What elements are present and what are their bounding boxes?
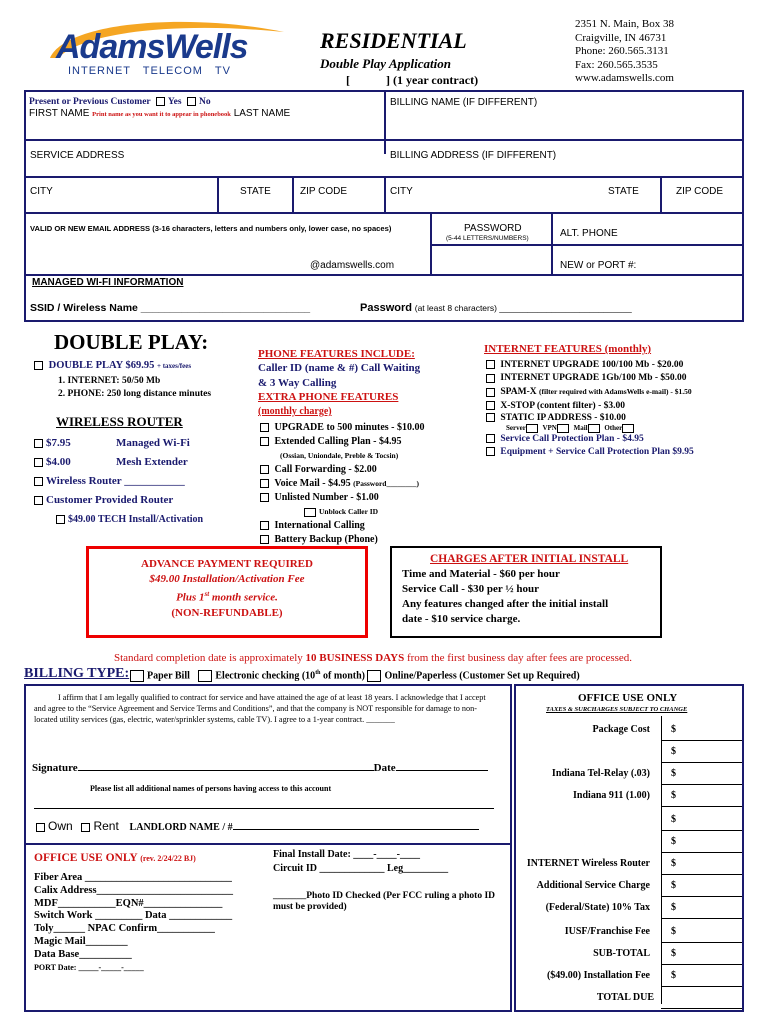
office-field[interactable]: Switch Work _________ Data ____________ xyxy=(34,910,233,922)
photo-id-checked[interactable]: _______Photo ID Checked (Per FCC ruling a photo ID must be provided) xyxy=(273,891,496,912)
city-field[interactable]: CITY xyxy=(30,186,53,197)
affirmation-box xyxy=(24,684,512,1012)
phone-option-label: Extended Calling Plan - $4.95 xyxy=(274,436,402,447)
office-row-label: TOTAL DUE xyxy=(596,992,654,1003)
office-row-line xyxy=(661,784,742,785)
checkbox[interactable] xyxy=(260,521,269,530)
page-subtitle: Double Play Application xyxy=(320,56,451,71)
wireless-router-title: WIRELESS ROUTER xyxy=(56,414,183,429)
unblock-label: Unblock Caller ID xyxy=(319,507,379,516)
email-field[interactable]: VALID OR NEW EMAIL ADDRESS (3-16 characters, letters and numbers only, lower case, no spaces) xyxy=(30,224,392,233)
address-line: Fax: 260.565.3535 xyxy=(575,58,658,71)
wifi-password-note: (at least 8 characters) ____________________________ xyxy=(414,303,632,313)
extra-features-list xyxy=(260,421,425,547)
signature-line[interactable] xyxy=(32,762,488,774)
double-play-plan-label: DOUBLE PLAY $69.95 xyxy=(48,360,155,371)
electronic-sup: th xyxy=(315,670,321,676)
office-row-line xyxy=(661,918,742,919)
office-row-dollar[interactable]: $ xyxy=(671,790,676,801)
internet-option[interactable] xyxy=(486,400,694,413)
electronic-end: of month) xyxy=(320,670,365,682)
office-fields xyxy=(34,872,233,974)
office-row-dollar[interactable]: $ xyxy=(671,768,676,779)
logo-brand: AdamsWells xyxy=(56,28,248,66)
phone-option[interactable] xyxy=(260,463,425,477)
print-note: Print name as you want it to appear in phonebook xyxy=(92,111,231,118)
checkbox[interactable] xyxy=(486,388,495,397)
internet-option-label: X-STOP (content filter) - $3.00 xyxy=(500,400,625,411)
vm-note: (Password________) xyxy=(353,479,419,488)
office-row-label: Indiana 911 (1.00) xyxy=(573,790,650,801)
checkbox[interactable] xyxy=(486,374,495,383)
logo-tagline: INTERNET TELECOM TV xyxy=(68,65,231,77)
signature-label: Signature xyxy=(32,762,78,774)
email-domain: @adamswells.com xyxy=(310,260,395,271)
phone-option[interactable] xyxy=(260,421,425,435)
office-row-dollar[interactable]: $ xyxy=(671,814,676,825)
advance-plus-end: month service. xyxy=(209,591,278,604)
office-row-line xyxy=(661,942,742,943)
checkbox[interactable] xyxy=(260,479,269,488)
office-use-right-sub: TAXES & SURCHARGES SUBJECT TO CHANGE xyxy=(546,706,688,713)
checkbox[interactable] xyxy=(588,424,600,433)
double-play-plan-note: + taxes/fees xyxy=(156,362,192,370)
internet-option-label: SPAM-X xyxy=(500,387,537,398)
phone-option-label: UPGRADE to 500 minutes - $10.00 xyxy=(274,422,425,433)
last-name-label: LAST NAME xyxy=(233,108,291,119)
wifi-password-label: Password xyxy=(360,302,412,314)
own-rent xyxy=(36,819,479,833)
customer-info-grid xyxy=(24,90,744,322)
checkbox[interactable] xyxy=(486,360,495,369)
double-play-item: 2. PHONE: 250 long distance minutes xyxy=(58,389,212,399)
company-address xyxy=(575,18,674,86)
office-row-label: Additional Service Charge xyxy=(536,880,650,891)
office-row-line xyxy=(661,896,742,897)
address-line: Phone: 260.565.3131 xyxy=(575,45,669,57)
checkbox[interactable] xyxy=(34,458,43,467)
service-address-field[interactable]: SERVICE ADDRESS xyxy=(30,150,125,161)
office-field[interactable]: Fiber Area ____________________________ xyxy=(34,872,232,883)
static-opt: Server xyxy=(506,423,526,432)
ext-note: (Ossian, Uniondale, Preble & Tocsin) xyxy=(280,451,399,460)
checkbox[interactable] xyxy=(56,515,65,524)
router-name: Mesh Extender xyxy=(116,456,188,468)
router-tech-label: $49.00 TECH Install/Activation xyxy=(68,514,204,525)
router-mesh-extender[interactable] xyxy=(34,453,203,472)
office-row-line xyxy=(661,852,742,853)
office-row-line xyxy=(661,762,742,763)
static-ip-options xyxy=(506,423,694,433)
double-play-plan[interactable] xyxy=(34,360,191,371)
advance-payment-box xyxy=(86,546,368,638)
spam-note: (filter required with AdamsWells e-mail) - $1.50 xyxy=(538,387,692,397)
office-use-right-title: OFFICE USE ONLY xyxy=(578,692,678,704)
persons-line[interactable] xyxy=(34,808,494,809)
office-row-label: ($49.00) Installation Fee xyxy=(546,970,650,981)
static-opt: VPN xyxy=(542,423,557,432)
charges-line: Time and Material - $60 per hour xyxy=(402,568,560,580)
phone-features-title: PHONE FEATURES INCLUDE: xyxy=(258,348,415,360)
persons-note: Please list all additional names of persons having access to this account xyxy=(90,784,332,793)
charges-line: Service Call - $30 per ½ hour xyxy=(402,583,539,595)
router-customer-label: Customer Provided Router xyxy=(46,494,174,506)
advance-title: ADVANCE PAYMENT REQUIRED xyxy=(141,558,313,570)
no-checkbox[interactable] xyxy=(187,97,196,106)
billing-type-label: BILLING TYPE: xyxy=(24,666,130,681)
router-wireless-label: Wireless Router ___________ xyxy=(46,475,185,487)
office-field[interactable]: MDF___________EQN#_______________ xyxy=(34,897,223,909)
router-wireless[interactable] xyxy=(34,472,203,491)
final-install-date[interactable]: Final Install Date: ____-____-____ xyxy=(273,849,420,860)
checkbox[interactable] xyxy=(34,477,43,486)
first-name-field[interactable] xyxy=(29,108,290,119)
office-row-line xyxy=(661,740,742,741)
no-label: No xyxy=(198,97,211,107)
completion-note xyxy=(114,652,632,664)
paper-bill-checkbox[interactable] xyxy=(130,670,144,682)
extra-features-title: EXTRA PHONE FEATURES xyxy=(258,391,399,403)
office-title-text: OFFICE USE ONLY xyxy=(34,852,138,864)
office-row-line xyxy=(661,1008,742,1009)
office-row-label: INTERNET Wireless Router xyxy=(526,858,650,869)
billing-type-options xyxy=(130,670,580,682)
phone-option-label: International Calling xyxy=(274,520,365,531)
checkbox[interactable] xyxy=(526,424,538,433)
office-row-line xyxy=(661,986,742,987)
checkbox[interactable] xyxy=(260,437,269,446)
checkbox[interactable] xyxy=(557,424,569,433)
address-line: www.adamswells.com xyxy=(575,72,674,84)
wifi-title: MANAGED WI-FI INFORMATION xyxy=(32,277,184,288)
state-field[interactable]: STATE xyxy=(240,186,271,197)
first-name-label: FIRST NAME xyxy=(29,108,90,119)
company-logo xyxy=(36,18,286,80)
office-row-dollar[interactable]: $ xyxy=(671,858,676,869)
charges-line: date - $10 service charge. xyxy=(402,613,521,625)
internet-option-label: Equipment + Service Call Protection Plan $9.95 xyxy=(500,447,694,458)
office-row-dollar[interactable]: $ xyxy=(671,724,676,735)
checkbox[interactable] xyxy=(34,496,43,505)
completion-bold: 10 BUSINESS DAYS xyxy=(305,652,405,664)
office-use-left-title xyxy=(34,852,196,864)
office-rows xyxy=(516,716,742,1010)
router-managed-wifi[interactable] xyxy=(34,434,203,453)
completion-pre: Standard completion date is approximately xyxy=(114,652,306,664)
internet-option-label: STATIC IP ADDRESS - $10.00 xyxy=(500,412,626,423)
office-row-line xyxy=(661,874,742,875)
office-row-label: IUSF/Franchise Fee xyxy=(564,926,650,937)
router-name: Managed Wi-Fi xyxy=(116,437,190,449)
office-row-dollar[interactable]: $ xyxy=(671,880,676,891)
static-opt: Other xyxy=(604,423,623,432)
router-options xyxy=(34,434,203,529)
office-row-label: SUB-TOTAL xyxy=(593,948,650,959)
office-row-label: Indiana Tel-Relay (.03) xyxy=(551,768,650,779)
billing-name-field[interactable]: BILLING NAME (IF DIFFERENT) xyxy=(390,97,538,108)
office-row-dollar[interactable]: $ xyxy=(671,948,676,959)
charges-line: Any features changed after the initial install xyxy=(402,598,609,610)
router-customer-provided[interactable] xyxy=(34,491,203,510)
internet-features-list xyxy=(486,359,694,459)
internet-features-title: INTERNET FEATURES (monthly) xyxy=(484,343,652,355)
charges-after-box xyxy=(390,546,662,638)
office-rev: (rev. 2/24/22 BJ) xyxy=(140,854,196,863)
yes-checkbox[interactable] xyxy=(156,97,165,106)
unblock-option[interactable] xyxy=(304,505,425,519)
password-field[interactable]: PASSWORD xyxy=(464,223,522,234)
office-row-line xyxy=(661,806,742,807)
customer-question-label: Present or Previous Customer xyxy=(29,97,151,107)
billing-zip-field[interactable]: ZIP CODE xyxy=(676,186,724,197)
internet-option[interactable] xyxy=(486,413,694,423)
internet-option-label: INTERNET UPGRADE 100/100 Mb - $20.00 xyxy=(500,360,684,370)
office-field[interactable]: Magic Mail________ xyxy=(34,935,128,947)
electronic-label: Electronic checking (10 xyxy=(215,670,316,682)
checkbox[interactable] xyxy=(260,423,269,432)
internet-option[interactable] xyxy=(486,433,694,446)
own-label: Own xyxy=(48,819,73,833)
office-field[interactable]: PORT Date: _____-_____-_____ xyxy=(34,962,144,972)
landlord-label: LANDLORD NAME / # xyxy=(129,822,233,833)
affirmation-text: I affirm that I am legally qualified to contract for service and have attained the age of at least 18 years. I acknowledge that I accept and agree to the “Service Agreement and Service Terms and Conditions”, and that the company is NOT responsible for damage to non-located utility services (gas, electric, water/sprinkler systems, cable TV). I agree to a 1-year contract. _______ xyxy=(34,693,486,724)
phone-option[interactable] xyxy=(260,491,425,505)
checkbox[interactable] xyxy=(34,439,43,448)
circuit-id[interactable]: Circuit ID _____________ Leg_________ xyxy=(273,863,449,874)
charges-title: CHARGES AFTER INITIAL INSTALL xyxy=(430,553,629,565)
page-title: RESIDENTIAL xyxy=(320,28,467,53)
double-play-checkbox[interactable] xyxy=(34,361,43,370)
phone-features-line: & 3 Way Calling xyxy=(258,377,337,389)
router-price: $4.00 xyxy=(46,456,71,468)
rent-checkbox[interactable] xyxy=(81,823,90,832)
internet-option[interactable] xyxy=(486,385,694,399)
router-tech-install[interactable] xyxy=(56,510,203,529)
office-use-right xyxy=(514,684,744,1012)
address-line: Craigville, IN 46731 xyxy=(575,31,667,44)
wifi-password-field[interactable] xyxy=(360,302,632,314)
checkbox[interactable] xyxy=(304,508,316,517)
advance-nonref: (NON-REFUNDABLE) xyxy=(171,606,283,619)
phone-option-label: Unlisted Number - $1.00 xyxy=(274,492,379,503)
phone-option-label: Call Forwarding - $2.00 xyxy=(274,464,377,475)
double-play-item: 1. INTERNET: 50/50 Mb xyxy=(58,376,161,386)
internet-option[interactable] xyxy=(486,372,694,385)
phone-option[interactable] xyxy=(260,519,425,533)
completion-post: from the first business day after fees are processed. xyxy=(404,652,633,664)
extra-features-sub: (monthly charge) xyxy=(258,406,332,417)
checkbox[interactable] xyxy=(486,401,495,410)
office-field[interactable]: Toly______ NPAC Confirm___________ xyxy=(34,923,215,935)
password-note: (5-44 LETTERS/NUMBERS) xyxy=(446,235,529,242)
address-line: 2351 N. Main, Box 38 xyxy=(575,18,674,30)
static-opt: Mail xyxy=(573,423,588,432)
electronic-checkbox[interactable] xyxy=(198,670,212,682)
office-field[interactable]: Calix Address__________________________ xyxy=(34,884,234,896)
checkbox[interactable] xyxy=(622,424,634,433)
new-port-field[interactable]: NEW or PORT #: xyxy=(560,260,637,271)
date-label: Date xyxy=(373,762,396,774)
checkbox[interactable] xyxy=(260,535,269,544)
online-label: Online/Paperless (Customer Set up Required) xyxy=(384,670,580,682)
ssid-field[interactable]: SSID / Wireless Name _____________________________ xyxy=(30,302,311,314)
double-play-title: DOUBLE PLAY: xyxy=(54,330,209,354)
advance-plus xyxy=(89,587,365,606)
checkbox[interactable] xyxy=(260,493,269,502)
contract-term: [ ] (1 year contract) xyxy=(346,73,479,87)
office-row-dollar[interactable]: $ xyxy=(671,902,676,913)
phone-option[interactable] xyxy=(260,435,425,449)
advance-fee: $49.00 Installation/Activation Fee xyxy=(149,573,305,585)
alt-phone-field[interactable]: ALT. PHONE xyxy=(560,228,618,239)
advance-plus-sup: st xyxy=(204,590,210,598)
office-row-line xyxy=(661,830,742,831)
billing-city-field[interactable]: CITY xyxy=(390,186,413,197)
own-checkbox[interactable] xyxy=(36,823,45,832)
phone-option[interactable] xyxy=(260,533,425,547)
office-divider xyxy=(661,716,662,1004)
checkbox[interactable] xyxy=(486,434,495,443)
checkbox[interactable] xyxy=(260,465,269,474)
checkbox[interactable] xyxy=(486,413,495,422)
billing-address-field[interactable]: BILLING ADDRESS (IF DIFFERENT) xyxy=(390,150,557,161)
phone-option-label: Voice Mail - $4.95 xyxy=(274,478,351,489)
online-checkbox[interactable] xyxy=(367,670,381,682)
advance-plus-text: Plus 1 xyxy=(176,591,205,604)
customer-question xyxy=(29,97,211,107)
office-row-dollar[interactable]: $ xyxy=(671,836,676,847)
internet-option-label: Service Call Protection Plan - $4.95 xyxy=(500,433,644,444)
office-row-line xyxy=(661,964,742,965)
zip-field[interactable]: ZIP CODE xyxy=(300,186,348,197)
internet-option[interactable] xyxy=(486,359,694,372)
router-price: $7.95 xyxy=(46,437,71,449)
office-row-label: (Federal/State) 10% Tax xyxy=(545,902,650,913)
phone-features-line: Caller ID (name & #) Call Waiting xyxy=(258,362,421,374)
office-row-dollar[interactable]: $ xyxy=(671,746,676,757)
office-row-dollar[interactable]: $ xyxy=(671,970,676,981)
phone-option[interactable] xyxy=(260,477,425,491)
paper-bill-label: Paper Bill xyxy=(147,670,190,682)
internet-option-label: INTERNET UPGRADE 1Gb/100 Mb - $50.00 xyxy=(500,373,687,384)
office-row-dollar[interactable]: $ xyxy=(671,926,676,937)
checkbox[interactable] xyxy=(486,447,495,456)
rent-label: Rent xyxy=(93,819,119,833)
phone-option-label: Battery Backup (Phone) xyxy=(274,534,378,545)
internet-option[interactable] xyxy=(486,446,694,459)
billing-state-field[interactable]: STATE xyxy=(608,186,639,197)
office-field[interactable]: Data Base__________ xyxy=(34,948,132,960)
yes-label: Yes xyxy=(167,97,182,107)
office-row-label: Package Cost xyxy=(592,724,650,735)
